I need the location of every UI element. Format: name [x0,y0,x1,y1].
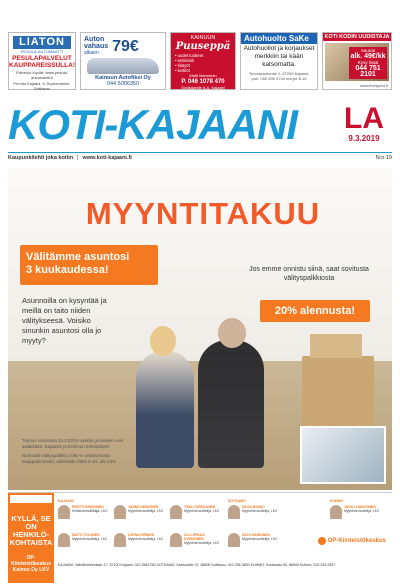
woman-figure [136,350,194,468]
puuseppa-head: KAINUUN [190,35,216,41]
agent-role: Myyntineuvottelija, LKV [128,537,164,541]
list-item: • entisöinti [175,58,195,63]
agent-name: JANNE KEINONEN [128,505,159,509]
puuseppa-person: Matti Manninen [189,73,217,78]
region-label: KAJAANI [58,499,74,503]
agent-photo [170,533,182,547]
issue-date: 9.3.2019 [348,134,380,143]
agent-card [228,533,278,559]
discount-banner: 20% alennusta! [260,300,370,322]
fine-print-line: Tarjous voimassa 15.3.2019 saakka ja koskee uusi asiakkaita. Kajaanin ja Kuhmon toimipisteet. [22,438,124,449]
man-figure [198,340,264,468]
agent-name: MATTI TOLONEN [72,533,100,537]
agent-name: PERTTI HEIKKINEN [72,505,104,509]
social-icons[interactable] [10,495,52,503]
koti-head: KOTI KODIN UUDISTAJA [324,34,390,40]
couple-photo [126,318,286,468]
op-brand-logo [318,537,386,545]
sauna-offer-box [349,47,387,79]
agent-photo [114,505,126,519]
main-advertisement[interactable] [8,168,392,490]
koti-uudistaja-ad[interactable] [322,32,392,90]
issue-day [336,104,392,143]
subtitle-bar [8,152,392,162]
agent-photo [114,533,126,547]
region-label: SOTKAMO [228,499,246,503]
agent-role: Myyntineuvottelija, LKV [242,509,278,513]
agent-card [170,505,220,531]
fine-print [22,438,142,468]
footer-slogan: KYLLÄ, SE ON HENKILÖ-KOHTAISTA [9,514,53,547]
puuseppa-logo: Puuseppä [175,41,231,52]
agent-card [58,533,108,559]
agent-name: LEENA PIRINEN [128,533,155,537]
puuseppa-addr: Syväojantie 6-A, Kajaani [181,85,225,90]
agent-photo [330,505,342,519]
newspaper-title: KOTI-KAJAANI [8,101,297,148]
top-ads-row [8,32,392,95]
separator: | [77,154,79,161]
agent-role: Myyntineuvottelija, LKV [72,537,108,541]
autofiksi-name: Kainuun Autofiksi Oy [95,75,151,81]
puuseppa-phone: P. 046 1078 470 [181,79,225,85]
puuseppa-ad[interactable] [170,32,236,95]
woman-head [150,326,176,356]
offer-price: alk. 49€/kk [350,53,386,60]
autofiksi-ad[interactable] [80,32,166,90]
issue-number: N:o 19 [375,154,392,161]
autofiksi-text3: alkaen [84,50,99,56]
agent-role: Myyntineuvottelija, LKV [184,541,220,545]
weekday-label: LA [344,102,384,135]
list-item: • tilatyöt [175,63,190,68]
contact-info: KAJAANI: Väinämöisenkatu 17, 87100 Kajaani, 010 2561760 SOTKAMO: Kainuuntie 22, 88600 Sotkamo, 010 256 3800 KUHMO: Koulukatu 50, 88900 Kuhmo, 010 253 2557 [58,563,336,567]
agent-role: Myyntineuvottelija, LKV [184,509,220,513]
agent-name: SEIJA MOISIO [242,505,265,509]
agent-card [170,533,220,559]
agent-card [228,505,278,531]
tagline: Kaupunkilehti joka kotiin [8,154,74,161]
agent-card [114,505,164,531]
op-logo-icon [318,537,326,545]
fine-print-line: Normaali välityspalkkio 3,95 % velattomasta kauppahinnasta, vähintään 2950 € sis. alv 24%. [22,453,118,464]
agent-card [330,505,380,531]
sauna-photo [325,43,389,81]
list-item: • keittiöt [175,68,190,73]
autohuolto-phone: puh. 050 505 5744 ma-pe 8-16 [251,76,307,81]
list-item: • uudet tuotteet [175,53,204,58]
agent-card [114,533,164,559]
masthead [8,102,392,148]
agent-name: TIINA TORKKANEN [184,505,216,509]
region-label: KUHMO [330,499,344,503]
liaton-sub: PESULA-AUTOMAATTI [20,49,64,54]
op-brand-name: OP-Kiinteistökeskus [327,538,386,544]
agent-photo [58,533,70,547]
liaton-info: Palvelun löydät: www.pesula-automaatti.fi [15,70,69,80]
autofiksi-text1: Auton [84,36,105,43]
agent-role: Myyntineuvottelija, LKV [128,509,164,513]
liaton-logo: LIATON [13,36,71,49]
footer-agents [8,492,392,582]
banner-line: 3 kuukaudessa! [26,264,109,276]
footer-left-panel [8,493,54,583]
offer-phone: 044 751 2101 [355,65,381,78]
puuseppa-list [171,53,235,73]
footer-company: OP-Kiinteistökeskus Kainuu Oy LKV [11,555,51,573]
koti-url: www.ilvesjarvi.fi [359,83,388,88]
autohuolto-ad[interactable] [240,32,318,90]
agent-photo [228,533,240,547]
autohuolto-addr: Tervaskantontie 1, 87250 Kajaani, [248,71,310,76]
autofiksi-price: 79€ [112,37,139,55]
autohuolto-body: Autohuollot ja korjaukset merkkiin tai kään katsomatta. [243,45,315,68]
autofiksi-label [84,36,108,57]
agent-name: OLLI-PEKKA KORHONEN [184,533,205,541]
agent-role: Myyntineuvottelija, LKV [344,509,380,513]
agent-card [58,505,108,531]
offer-line: Saunat [360,48,376,53]
offer-line: Kysy lisää [357,60,379,65]
agent-photo [58,505,70,519]
agent-name: JUHA LUUKKONEN [344,505,376,509]
autohuolto-name: Autohuolto SaKe [241,33,317,44]
promise-text: Jos emme onnistu siinä, saat sovitusta välityspalkkiosta [249,266,369,282]
guarantee-banner [20,245,158,285]
agent-photo [170,505,182,519]
autofiksi-text2: vahaus [84,43,109,50]
agent-name: SATU KINNUNEN [242,533,270,537]
lead-text: Asunnoilla on kysyntää ja meillä on taito niiden välitykseesä. Voisiko sinunkin asuntosi olla jo myyty? [22,296,107,345]
ad-headline: MYYNTITAKUU [85,196,321,231]
liaton-info-2: Pirrolla Kajaani, K-Supermarket, Sotkamo [13,81,71,91]
inset-photo [300,426,386,484]
man-head [218,318,246,348]
website-link[interactable]: www.koti-kajaani.fi [82,154,132,161]
car-image [87,58,159,74]
autofiksi-phone: 044 5006350 [106,81,140,87]
agent-role: Kiinteistönvälittäjä, LKV [72,509,108,513]
liaton-headline: PESULAPALVELUT KAUPPAREISSULLA! [9,55,75,69]
agent-list [58,499,392,559]
agent-role: Myyntineuvottelija, LKV [242,537,278,541]
banner-line: Välitämme asuntosi [26,251,130,263]
agent-photo [228,505,240,519]
liaton-ad[interactable] [8,32,76,90]
puuseppa-hours: ma-pe 8 - 16 [191,90,215,95]
